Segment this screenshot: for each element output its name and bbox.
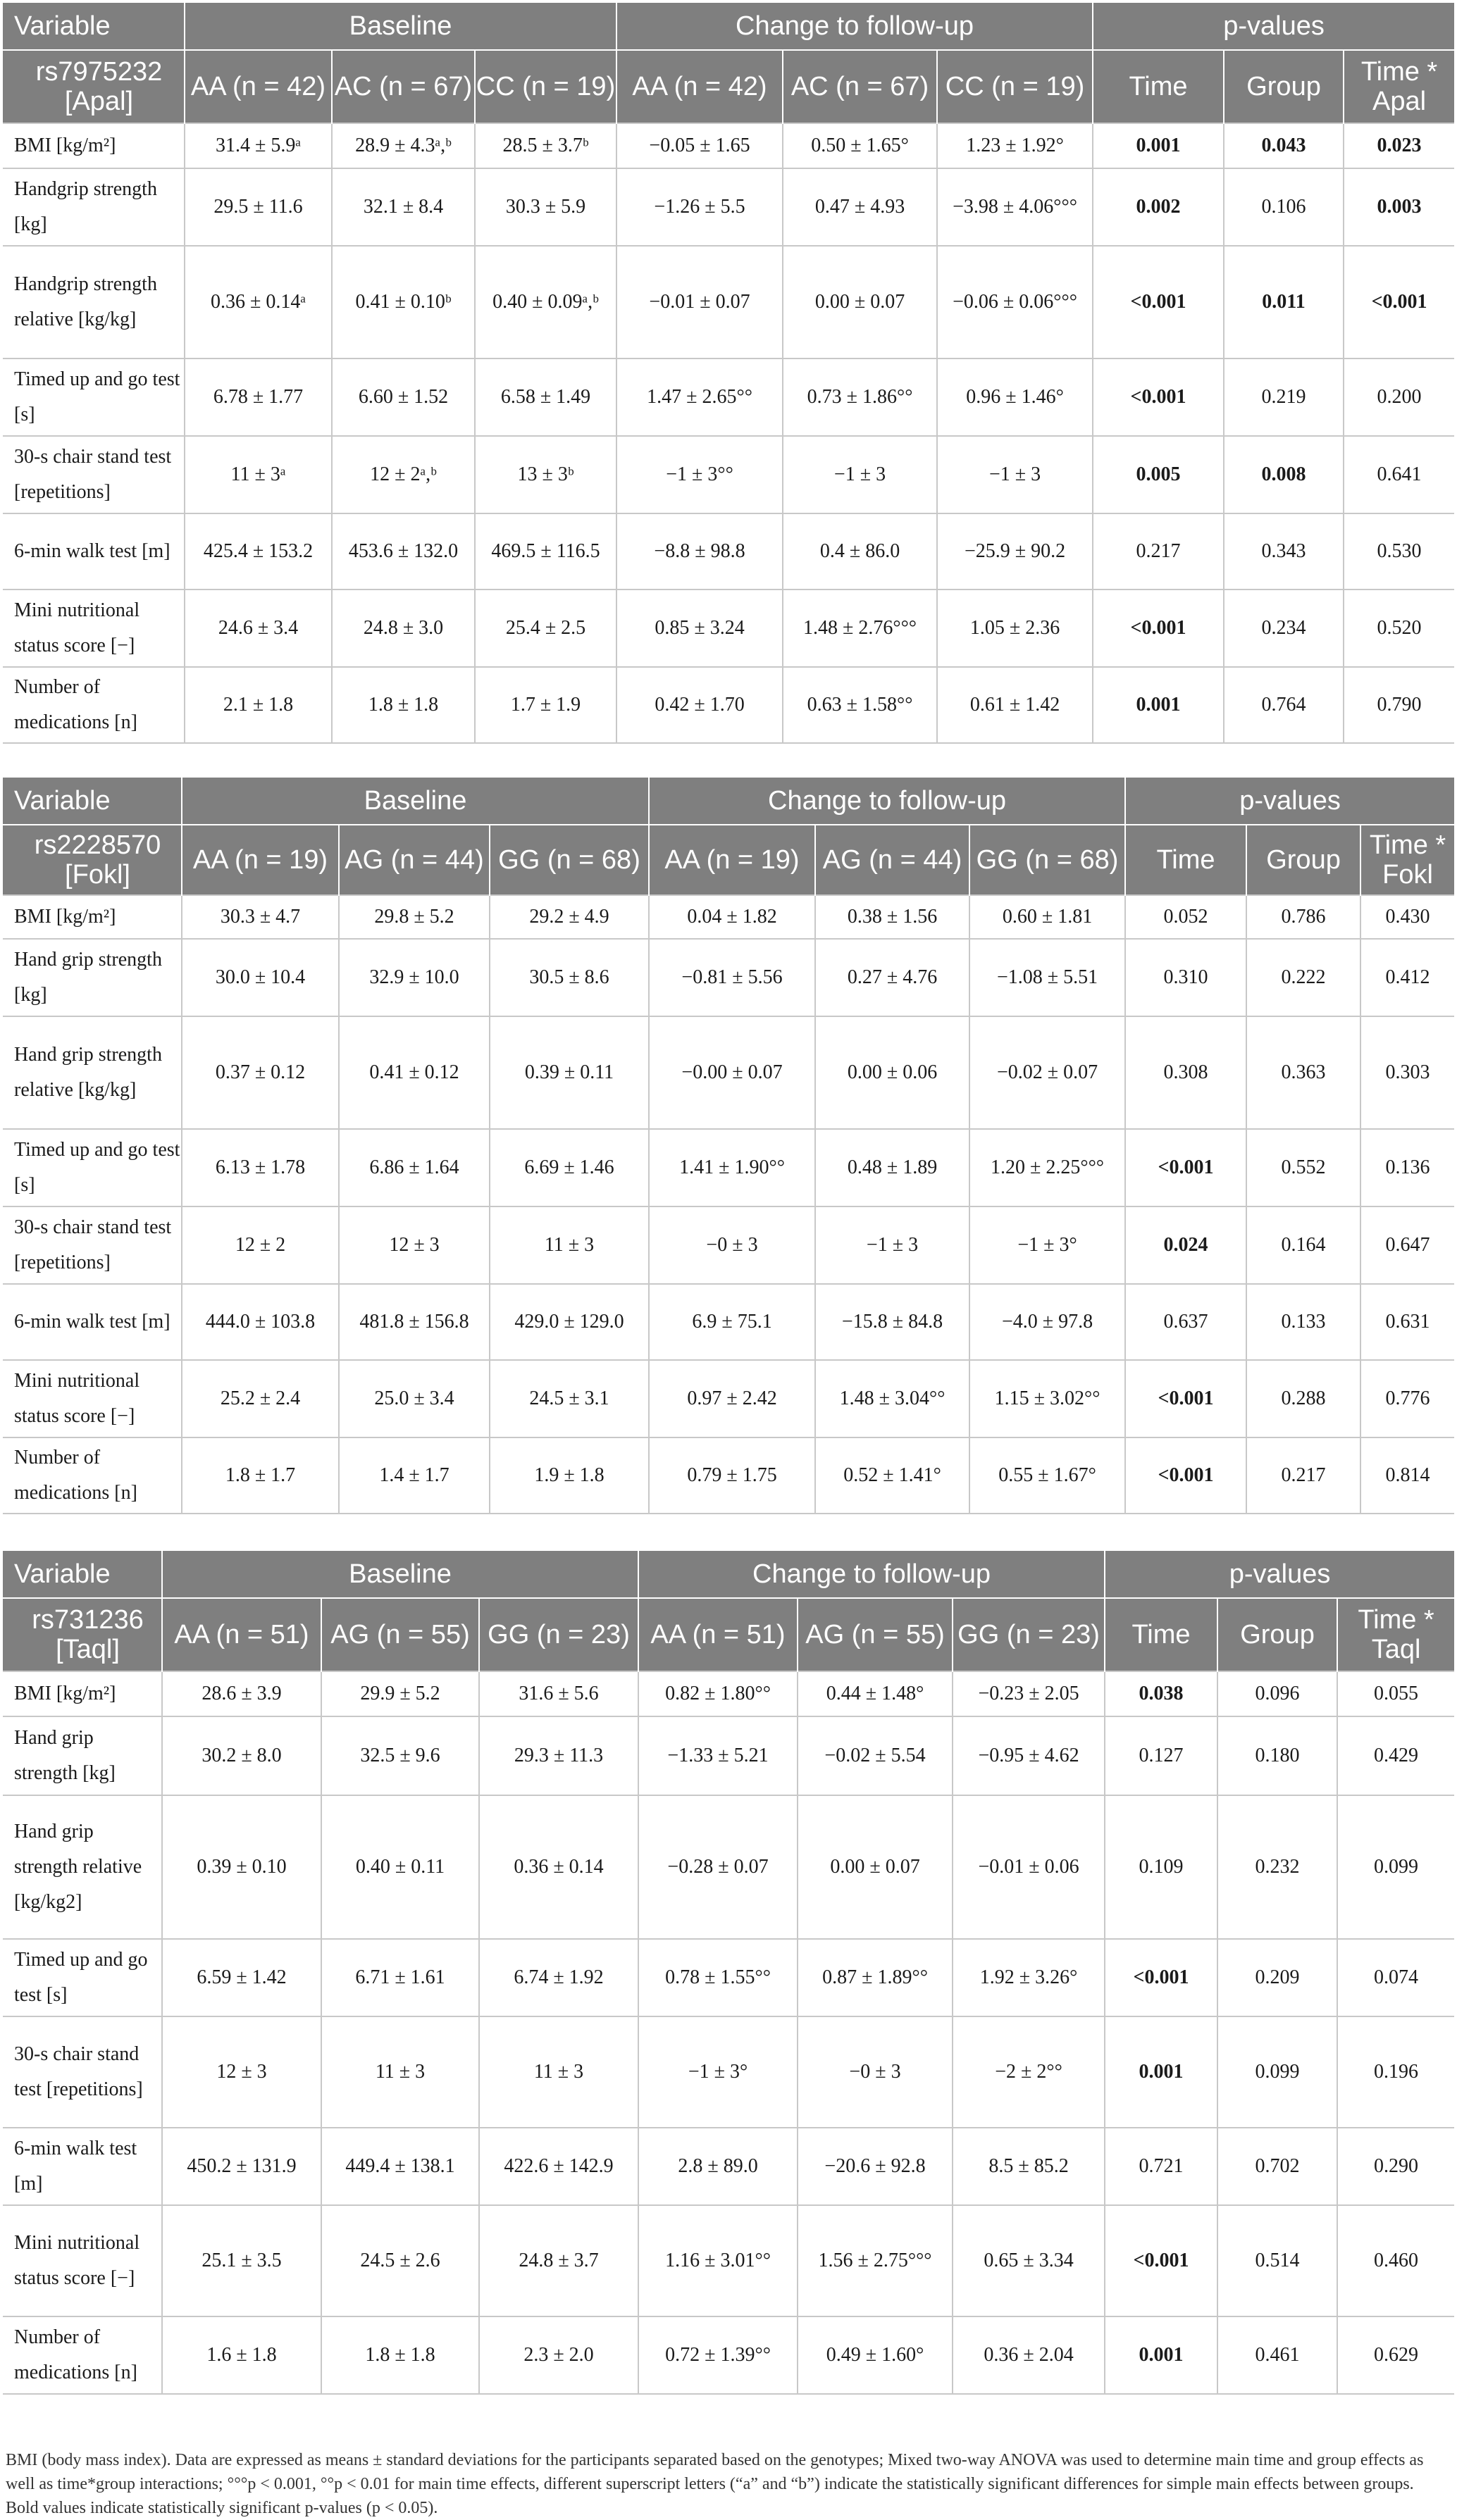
- cell: 0.72 ± 1.39°°: [638, 2316, 798, 2394]
- cell: 30.0 ± 10.4: [182, 939, 339, 1016]
- cell: 0.37 ± 0.12: [182, 1016, 339, 1129]
- cell: −1 ± 3°: [638, 2016, 798, 2128]
- cell: −0.01 ± 0.07: [616, 246, 783, 358]
- cell: 30.3 ± 5.9: [475, 168, 616, 246]
- cell: 0.217: [1093, 513, 1224, 590]
- cell: 11 ± 3: [479, 2016, 638, 2128]
- cell: 0.96 ± 1.46°: [937, 358, 1093, 436]
- cell: 0.60 ± 1.81: [969, 895, 1125, 939]
- cell: −20.6 ± 92.8: [798, 2128, 953, 2205]
- col-header: AG (n = 44): [815, 825, 969, 895]
- col-header: AA (n = 42): [616, 50, 783, 123]
- cell: 1.48 ± 2.76°°°: [783, 590, 937, 667]
- cell: 0.520: [1344, 590, 1454, 667]
- row-label: 6-min walk test [m]: [3, 513, 185, 590]
- col-header: Time: [1105, 1598, 1217, 1671]
- header-baseline: Baseline: [162, 1551, 638, 1598]
- row-label: 30-s chair stand test [repetitions]: [3, 2016, 162, 2128]
- row-label: Handgrip strength [kg]: [3, 168, 185, 246]
- cell: 0.631: [1360, 1284, 1454, 1360]
- cell: −25.9 ± 90.2: [937, 513, 1093, 590]
- cell: 24.5 ± 2.6: [321, 2205, 479, 2316]
- cell: 0.61 ± 1.42: [937, 667, 1093, 743]
- cell: 0.39 ± 0.10: [162, 1795, 321, 1939]
- cell: 6.9 ± 75.1: [649, 1284, 815, 1360]
- cell: 0.052: [1125, 895, 1246, 939]
- cell: 0.133: [1246, 1284, 1360, 1360]
- cell: 0.074: [1337, 1939, 1454, 2016]
- cell: 0.003: [1344, 168, 1454, 246]
- cell: 429.0 ± 129.0: [490, 1284, 649, 1360]
- cell: 422.6 ± 142.9: [479, 2128, 638, 2205]
- cell: 28.5 ± 3.7ᵇ: [475, 123, 616, 168]
- cell: 0.702: [1217, 2128, 1337, 2205]
- cell: 1.23 ± 1.92°: [937, 123, 1093, 168]
- cell: 0.136: [1360, 1129, 1454, 1206]
- cell: 0.219: [1224, 358, 1344, 436]
- cell: 0.40 ± 0.11: [321, 1795, 479, 1939]
- cell: 6.71 ± 1.61: [321, 1939, 479, 2016]
- cell: 0.310: [1125, 939, 1246, 1016]
- row-label: Number of medications [n]: [3, 1437, 182, 1514]
- col-header: CC (n = 19): [475, 50, 616, 123]
- cell: 0.001: [1105, 2016, 1217, 2128]
- cell: −2 ± 2°°: [953, 2016, 1105, 2128]
- table-apal: [3, 3, 1454, 744]
- cell: 0.41 ± 0.12: [339, 1016, 490, 1129]
- cell: 24.6 ± 3.4: [185, 590, 332, 667]
- cell: 12 ± 2ᵃ,ᵇ: [332, 436, 475, 513]
- cell: 0.85 ± 3.24: [616, 590, 783, 667]
- header-snp: rs2228570 [Fokl]: [3, 825, 182, 895]
- cell: 0.288: [1246, 1360, 1360, 1437]
- row-label: Timed up and go test [s]: [3, 1129, 182, 1206]
- cell: 0.38 ± 1.56: [815, 895, 969, 939]
- cell: 449.4 ± 138.1: [321, 2128, 479, 2205]
- cell: 0.196: [1337, 2016, 1454, 2128]
- cell: −1 ± 3°°: [616, 436, 783, 513]
- cell: −1.08 ± 5.51: [969, 939, 1125, 1016]
- col-header: Group: [1246, 825, 1360, 895]
- cell: 30.5 ± 8.6: [490, 939, 649, 1016]
- cell: 0.42 ± 1.70: [616, 667, 783, 743]
- cell: 1.05 ± 2.36: [937, 590, 1093, 667]
- cell: 0.099: [1217, 2016, 1337, 2128]
- cell: 0.514: [1217, 2205, 1337, 2316]
- cell: 1.8 ± 1.7: [182, 1437, 339, 1514]
- cell: −0.95 ± 4.62: [953, 1716, 1105, 1795]
- cell: −0.23 ± 2.05: [953, 1671, 1105, 1716]
- cell: −3.98 ± 4.06°°°: [937, 168, 1093, 246]
- cell: <0.001: [1105, 1939, 1217, 2016]
- cell: 0.127: [1105, 1716, 1217, 1795]
- cell: 25.2 ± 2.4: [182, 1360, 339, 1437]
- cell: −0 ± 3: [798, 2016, 953, 2128]
- cell: 0.00 ± 0.07: [798, 1795, 953, 1939]
- cell: 1.15 ± 3.02°°: [969, 1360, 1125, 1437]
- cell: 0.50 ± 1.65°: [783, 123, 937, 168]
- cell: 0.096: [1217, 1671, 1337, 1716]
- cell: 11 ± 3ᵃ: [185, 436, 332, 513]
- cell: 0.73 ± 1.86°°: [783, 358, 937, 436]
- cell: 0.47 ± 4.93: [783, 168, 937, 246]
- cell: 0.78 ± 1.55°°: [638, 1939, 798, 2016]
- row-label: 30-s chair stand test [repetitions]: [3, 436, 185, 513]
- col-header: Time * Fokl: [1360, 825, 1454, 895]
- col-header: GG (n = 68): [490, 825, 649, 895]
- cell: −8.8 ± 98.8: [616, 513, 783, 590]
- cell: 11 ± 3: [321, 2016, 479, 2128]
- cell: 6.13 ± 1.78: [182, 1129, 339, 1206]
- row-label: BMI [kg/m²]: [3, 123, 185, 168]
- col-header: AA (n = 51): [638, 1598, 798, 1671]
- cell: 29.2 ± 4.9: [490, 895, 649, 939]
- table-taql: [3, 1551, 1454, 2395]
- row-label: Number of medications [n]: [3, 2316, 162, 2394]
- cell: 0.764: [1224, 667, 1344, 743]
- header-variable: Variable: [3, 1551, 162, 1598]
- col-header: AC (n = 67): [332, 50, 475, 123]
- cell: 0.814: [1360, 1437, 1454, 1514]
- cell: −1 ± 3: [783, 436, 937, 513]
- cell: 0.786: [1246, 895, 1360, 939]
- cell: <0.001: [1125, 1360, 1246, 1437]
- cell: 0.36 ± 0.14: [479, 1795, 638, 1939]
- row-label: Hand grip strength relative [kg/kg2]: [3, 1795, 162, 1939]
- row-label: BMI [kg/m²]: [3, 895, 182, 939]
- row-label: Timed up and go test [s]: [3, 358, 185, 436]
- cell: 453.6 ± 132.0: [332, 513, 475, 590]
- cell: −15.8 ± 84.8: [815, 1284, 969, 1360]
- row-label: Hand grip strength [kg]: [3, 939, 182, 1016]
- cell: 0.002: [1093, 168, 1224, 246]
- cell: 24.5 ± 3.1: [490, 1360, 649, 1437]
- table-fokl: [3, 778, 1454, 1514]
- col-header: AA (n = 51): [162, 1598, 321, 1671]
- cell: 6.86 ± 1.64: [339, 1129, 490, 1206]
- row-label: 30-s chair stand test [repetitions]: [3, 1206, 182, 1284]
- cell: 0.180: [1217, 1716, 1337, 1795]
- cell: −0.28 ± 0.07: [638, 1795, 798, 1939]
- cell: 13 ± 3ᵇ: [475, 436, 616, 513]
- cell: 32.5 ± 9.6: [321, 1716, 479, 1795]
- cell: 32.1 ± 8.4: [332, 168, 475, 246]
- table-footnote: BMI (body mass index). Data are expressed as means ± standard deviations for the participants separated based on the genotypes; Mixed two-way ANOVA was used to determine main time and group effects as well as time*group interactions; °°°p < 0.001, °°p < 0.01 for main time effects, different superscript letters (“a” and “b”) indicate the statistically significant differences for simple main effects between groups. Bold values indicate statistically significant p-values (p < 0.05).: [6, 2451, 1424, 2517]
- header-snp: rs7975232 [Apal]: [3, 50, 185, 123]
- col-header: Time * Taql: [1337, 1598, 1454, 1671]
- cell: −0.02 ± 5.54: [798, 1716, 953, 1795]
- cell: 0.055: [1337, 1671, 1454, 1716]
- cell: <0.001: [1125, 1437, 1246, 1514]
- cell: 0.530: [1344, 513, 1454, 590]
- col-header: AG (n = 55): [321, 1598, 479, 1671]
- cell: 1.6 ± 1.8: [162, 2316, 321, 2394]
- cell: 0.164: [1246, 1206, 1360, 1284]
- cell: 0.00 ± 0.07: [783, 246, 937, 358]
- cell: 1.47 ± 2.65°°: [616, 358, 783, 436]
- cell: 0.647: [1360, 1206, 1454, 1284]
- cell: 450.2 ± 131.9: [162, 2128, 321, 2205]
- cell: −0.81 ± 5.56: [649, 939, 815, 1016]
- cell: 0.776: [1360, 1360, 1454, 1437]
- row-label: Handgrip strength relative [kg/kg]: [3, 246, 185, 358]
- cell: 0.106: [1224, 168, 1344, 246]
- row-label: Hand grip strength [kg]: [3, 1716, 162, 1795]
- row-label: 6-min walk test [m]: [3, 1284, 182, 1360]
- row-label: Timed up and go test [s]: [3, 1939, 162, 2016]
- cell: 0.82 ± 1.80°°: [638, 1671, 798, 1716]
- cell: 0.222: [1246, 939, 1360, 1016]
- header-pvalues: p-values: [1125, 778, 1454, 825]
- cell: 25.1 ± 3.5: [162, 2205, 321, 2316]
- cell: 6.60 ± 1.52: [332, 358, 475, 436]
- col-header: AA (n = 19): [649, 825, 815, 895]
- cell: −1 ± 3: [937, 436, 1093, 513]
- cell: −0.05 ± 1.65: [616, 123, 783, 168]
- cell: 1.92 ± 3.26°: [953, 1939, 1105, 2016]
- cell: 25.0 ± 3.4: [339, 1360, 490, 1437]
- row-label: 6-min walk test [m]: [3, 2128, 162, 2205]
- cell: 0.49 ± 1.60°: [798, 2316, 953, 2394]
- cell: 0.217: [1246, 1437, 1360, 1514]
- cell: 0.023: [1344, 123, 1454, 168]
- col-header: GG (n = 23): [479, 1598, 638, 1671]
- cell: −0.01 ± 0.06: [953, 1795, 1105, 1939]
- col-header: GG (n = 23): [953, 1598, 1105, 1671]
- col-header: AG (n = 55): [798, 1598, 953, 1671]
- row-label: Mini nutritional status score [−]: [3, 2205, 162, 2316]
- cell: <0.001: [1093, 590, 1224, 667]
- header-baseline: Baseline: [182, 778, 649, 825]
- cell: 481.8 ± 156.8: [339, 1284, 490, 1360]
- cell: 6.58 ± 1.49: [475, 358, 616, 436]
- cell: 0.44 ± 1.48°: [798, 1671, 953, 1716]
- header-change: Change to follow-up: [638, 1551, 1105, 1598]
- cell: 0.038: [1105, 1671, 1217, 1716]
- cell: 0.001: [1105, 2316, 1217, 2394]
- header-baseline: Baseline: [185, 3, 616, 50]
- cell: 0.290: [1337, 2128, 1454, 2205]
- header-pvalues: p-values: [1105, 1551, 1454, 1598]
- cell: 8.5 ± 85.2: [953, 2128, 1105, 2205]
- cell: 0.308: [1125, 1016, 1246, 1129]
- cell: 0.043: [1224, 123, 1344, 168]
- cell: −0.00 ± 0.07: [649, 1016, 815, 1129]
- cell: 0.65 ± 3.34: [953, 2205, 1105, 2316]
- cell: 29.5 ± 11.6: [185, 168, 332, 246]
- cell: 0.48 ± 1.89: [815, 1129, 969, 1206]
- cell: 1.9 ± 1.8: [490, 1437, 649, 1514]
- cell: 28.6 ± 3.9: [162, 1671, 321, 1716]
- cell: <0.001: [1093, 358, 1224, 436]
- cell: 28.9 ± 4.3ᵃ,ᵇ: [332, 123, 475, 168]
- cell: 31.4 ± 5.9ᵃ: [185, 123, 332, 168]
- cell: 0.39 ± 0.11: [490, 1016, 649, 1129]
- cell: 0.001: [1093, 667, 1224, 743]
- cell: 0.234: [1224, 590, 1344, 667]
- cell: 0.552: [1246, 1129, 1360, 1206]
- cell: 0.41 ± 0.10ᵇ: [332, 246, 475, 358]
- cell: 12 ± 2: [182, 1206, 339, 1284]
- cell: 0.52 ± 1.41°: [815, 1437, 969, 1514]
- cell: 0.008: [1224, 436, 1344, 513]
- row-label: Mini nutritional status score [−]: [3, 1360, 182, 1437]
- cell: 0.641: [1344, 436, 1454, 513]
- cell: 0.79 ± 1.75: [649, 1437, 815, 1514]
- cell: 0.63 ± 1.58°°: [783, 667, 937, 743]
- cell: 1.4 ± 1.7: [339, 1437, 490, 1514]
- cell: −1 ± 3: [815, 1206, 969, 1284]
- col-header: Group: [1217, 1598, 1337, 1671]
- cell: 29.9 ± 5.2: [321, 1671, 479, 1716]
- cell: 0.721: [1105, 2128, 1217, 2205]
- cell: 0.024: [1125, 1206, 1246, 1284]
- row-label: Hand grip strength relative [kg/kg]: [3, 1016, 182, 1129]
- cell: 0.97 ± 2.42: [649, 1360, 815, 1437]
- cell: 0.04 ± 1.82: [649, 895, 815, 939]
- cell: 0.343: [1224, 513, 1344, 590]
- cell: 1.7 ± 1.9: [475, 667, 616, 743]
- cell: 2.1 ± 1.8: [185, 667, 332, 743]
- cell: 1.20 ± 2.25°°°: [969, 1129, 1125, 1206]
- row-label: Mini nutritional status score [−]: [3, 590, 185, 667]
- col-header: Time: [1093, 50, 1224, 123]
- col-header: Group: [1224, 50, 1344, 123]
- row-label: Number of medications [n]: [3, 667, 185, 743]
- cell: 425.4 ± 153.2: [185, 513, 332, 590]
- cell: 0.430: [1360, 895, 1454, 939]
- cell: 0.36 ± 0.14ᵃ: [185, 246, 332, 358]
- col-header: AG (n = 44): [339, 825, 490, 895]
- cell: 2.8 ± 89.0: [638, 2128, 798, 2205]
- cell: 0.00 ± 0.06: [815, 1016, 969, 1129]
- cell: 0.099: [1337, 1795, 1454, 1939]
- cell: 24.8 ± 3.0: [332, 590, 475, 667]
- cell: 1.8 ± 1.8: [332, 667, 475, 743]
- cell: 29.3 ± 11.3: [479, 1716, 638, 1795]
- cell: −1 ± 3°: [969, 1206, 1125, 1284]
- cell: 0.429: [1337, 1716, 1454, 1795]
- cell: 6.69 ± 1.46: [490, 1129, 649, 1206]
- cell: 0.55 ± 1.67°: [969, 1437, 1125, 1514]
- cell: 30.3 ± 4.7: [182, 895, 339, 939]
- cell: 0.005: [1093, 436, 1224, 513]
- cell: 11 ± 3: [490, 1206, 649, 1284]
- cell: 0.232: [1217, 1795, 1337, 1939]
- cell: 30.2 ± 8.0: [162, 1716, 321, 1795]
- cell: 1.56 ± 2.75°°°: [798, 2205, 953, 2316]
- cell: 0.87 ± 1.89°°: [798, 1939, 953, 2016]
- col-header: AA (n = 42): [185, 50, 332, 123]
- cell: −4.0 ± 97.8: [969, 1284, 1125, 1360]
- cell: 0.412: [1360, 939, 1454, 1016]
- cell: 31.6 ± 5.6: [479, 1671, 638, 1716]
- cell: 6.74 ± 1.92: [479, 1939, 638, 2016]
- cell: 0.001: [1093, 123, 1224, 168]
- cell: 0.011: [1224, 246, 1344, 358]
- row-label: BMI [kg/m²]: [3, 1671, 162, 1716]
- cell: 6.78 ± 1.77: [185, 358, 332, 436]
- cell: 6.59 ± 1.42: [162, 1939, 321, 2016]
- col-header: Time: [1125, 825, 1246, 895]
- cell: 0.209: [1217, 1939, 1337, 2016]
- cell: 0.461: [1217, 2316, 1337, 2394]
- cell: <0.001: [1344, 246, 1454, 358]
- cell: −0 ± 3: [649, 1206, 815, 1284]
- cell: 32.9 ± 10.0: [339, 939, 490, 1016]
- header-change: Change to follow-up: [649, 778, 1125, 825]
- header-change: Change to follow-up: [616, 3, 1093, 50]
- col-header: CC (n = 19): [937, 50, 1093, 123]
- cell: 0.460: [1337, 2205, 1454, 2316]
- cell: 12 ± 3: [339, 1206, 490, 1284]
- cell: −0.06 ± 0.06°°°: [937, 246, 1093, 358]
- cell: 0.4 ± 86.0: [783, 513, 937, 590]
- cell: 24.8 ± 3.7: [479, 2205, 638, 2316]
- cell: <0.001: [1105, 2205, 1217, 2316]
- cell: 0.27 ± 4.76: [815, 939, 969, 1016]
- col-header: AA (n = 19): [182, 825, 339, 895]
- cell: −1.33 ± 5.21: [638, 1716, 798, 1795]
- cell: 0.629: [1337, 2316, 1454, 2394]
- cell: 444.0 ± 103.8: [182, 1284, 339, 1360]
- cell: 1.41 ± 1.90°°: [649, 1129, 815, 1206]
- col-header: GG (n = 68): [969, 825, 1125, 895]
- cell: 2.3 ± 2.0: [479, 2316, 638, 2394]
- cell: −0.02 ± 0.07: [969, 1016, 1125, 1129]
- header-variable: Variable: [3, 778, 182, 825]
- cell: <0.001: [1093, 246, 1224, 358]
- col-header: AC (n = 67): [783, 50, 937, 123]
- cell: 469.5 ± 116.5: [475, 513, 616, 590]
- cell: 0.303: [1360, 1016, 1454, 1129]
- header-pvalues: p-values: [1093, 3, 1454, 50]
- header-variable: Variable: [3, 3, 185, 50]
- cell: 1.48 ± 3.04°°: [815, 1360, 969, 1437]
- cell: 0.637: [1125, 1284, 1246, 1360]
- cell: 0.790: [1344, 667, 1454, 743]
- cell: 0.109: [1105, 1795, 1217, 1939]
- cell: <0.001: [1125, 1129, 1246, 1206]
- cell: 12 ± 3: [162, 2016, 321, 2128]
- cell: 29.8 ± 5.2: [339, 895, 490, 939]
- cell: 0.36 ± 2.04: [953, 2316, 1105, 2394]
- cell: 0.363: [1246, 1016, 1360, 1129]
- cell: 0.40 ± 0.09ᵃ,ᵇ: [475, 246, 616, 358]
- header-snp: rs731236 [Taql]: [3, 1598, 162, 1671]
- cell: 25.4 ± 2.5: [475, 590, 616, 667]
- col-header: Time * Apal: [1344, 50, 1454, 123]
- cell: 0.200: [1344, 358, 1454, 436]
- cell: 1.8 ± 1.8: [321, 2316, 479, 2394]
- cell: −1.26 ± 5.5: [616, 168, 783, 246]
- cell: 1.16 ± 3.01°°: [638, 2205, 798, 2316]
